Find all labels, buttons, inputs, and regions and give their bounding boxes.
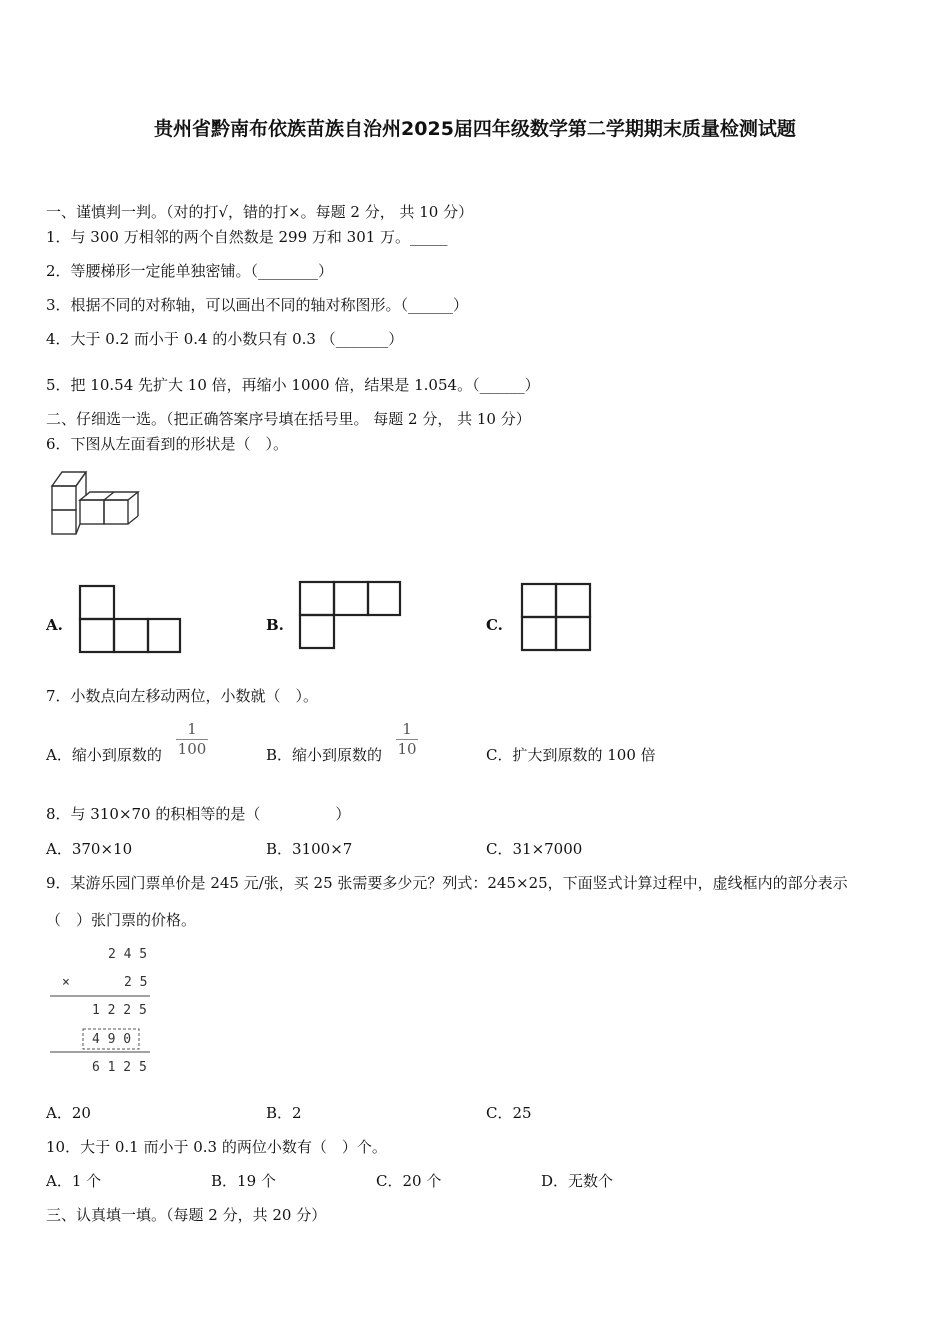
q7-option-a: A．缩小到原数的: [46, 746, 162, 764]
question-9-continued: （ ）张门票的价格。: [46, 911, 197, 929]
q7-option-a-fraction: [176, 721, 208, 758]
question-1: 1．与 300 万相邻的两个自然数是 299 万和 301 万。_____: [46, 228, 448, 246]
q7-a-denominator: 100: [177, 740, 207, 758]
question-8: 8．与 310×70 的积相等的是（ ）: [46, 805, 351, 823]
cube-stack-figure: [46, 466, 138, 540]
question-10: 10．大于 0.1 而小于 0.3 的两位小数有（ ）个。: [46, 1138, 387, 1156]
question-2: 2．等腰梯形一定能单独密铺。（________）: [46, 262, 334, 280]
q8-option-c: C．31×7000: [486, 840, 583, 858]
q9-option-a: A．20: [46, 1104, 91, 1122]
question-5: 5．把 10.54 先扩大 10 倍，再缩小 1000 倍，结果是 1.054。（______）: [46, 376, 540, 394]
q7-b-denominator: 10: [397, 740, 417, 758]
question-6: 6．下图从左面看到的形状是（ ）。: [46, 435, 289, 453]
q7-option-b: B．缩小到原数的: [266, 746, 383, 764]
section-1-heading: 一、谨慎判一判。（对的打√，错的打×。每题 2 分， 共 10 分）: [46, 203, 474, 221]
q10-option-d: D．无数个: [541, 1172, 614, 1190]
option-a-label: A.: [46, 616, 63, 634]
option-b-figure: [298, 580, 402, 650]
option-c-label: C.: [486, 616, 503, 634]
question-3: 3．根据不同的对称轴，可以画出不同的轴对称图形。（______）: [46, 296, 469, 314]
q10-option-c: C．20 个: [376, 1172, 442, 1190]
question-7: 7．小数点向左移动两位，小数就（ ）。: [46, 687, 319, 705]
q9-option-b: B．2: [266, 1104, 302, 1122]
dashed-box: [83, 1029, 139, 1049]
question-9: 9．某游乐园门票单价是 245 元/张，买 25 张需要多少元？列式：245×25，下面竖式计算过程中，虚线框内的部分表示: [46, 874, 848, 892]
q9-option-c: C．25: [486, 1104, 532, 1122]
q10-option-a: A．1 个: [46, 1172, 102, 1190]
option-c-figure: [520, 582, 592, 652]
calc-row-1: 2 4 5: [108, 947, 148, 962]
q7-option-c: C．扩大到原数的 100 倍: [486, 746, 656, 764]
option-b-label: B.: [266, 616, 284, 634]
calc-row-3: 1 2 2 5: [92, 1003, 147, 1018]
calc-row-2: 2 5: [124, 975, 148, 990]
section-2-heading: 二、仔细选一选。（把正确答案序号填在括号里。 每题 2 分， 共 10 分）: [46, 410, 531, 428]
calc-row-5: 6 1 2 5: [92, 1060, 147, 1075]
calc-row-4: 4 9 0: [92, 1032, 132, 1047]
q7-b-numerator: 1: [402, 720, 412, 738]
q8-option-a: A．370×10: [46, 840, 133, 858]
q8-option-b: B．3100×7: [266, 840, 353, 858]
calc-times-sign: ×: [62, 975, 70, 990]
q10-option-b: B．19 个: [211, 1172, 276, 1190]
question-4: 4．大于 0.2 而小于 0.4 的小数只有 0.3 （_______）: [46, 330, 404, 348]
calc-lines: [48, 994, 152, 1056]
option-a-figure: [78, 584, 182, 654]
section-3-heading: 三、认真填一填。（每题 2 分，共 20 分）: [46, 1206, 327, 1224]
q7-a-numerator: 1: [187, 720, 197, 738]
page-title: 贵州省黔南布依族苗族自治州2025届四年级数学第二学期期末质量检测试题: [154, 118, 796, 140]
q7-option-b-fraction: [396, 721, 418, 758]
